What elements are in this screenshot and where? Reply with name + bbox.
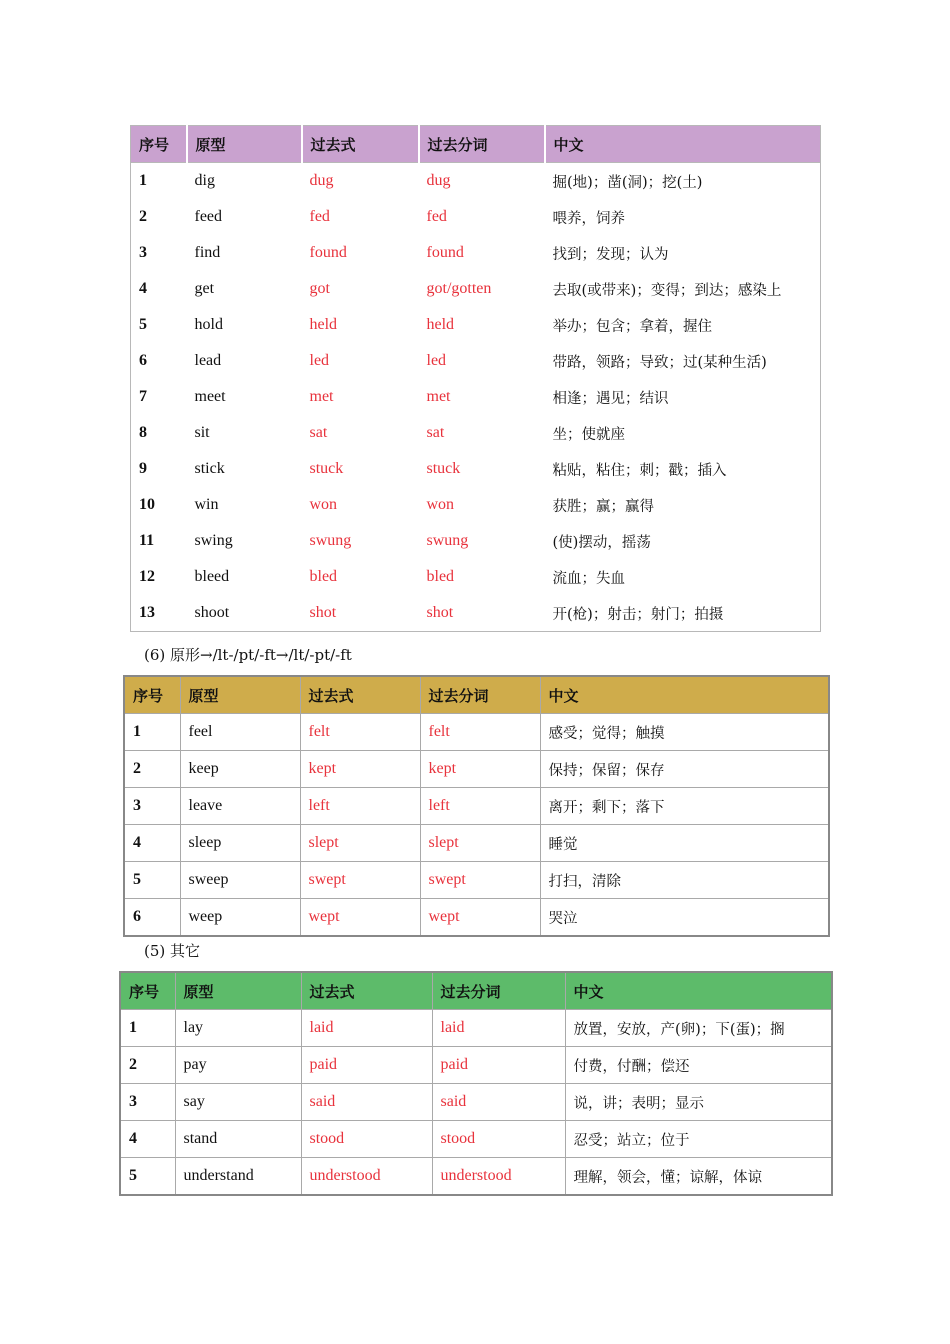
cell-past-participle: paid	[432, 1047, 565, 1084]
cell-index: 7	[139, 388, 147, 405]
cell-base-form: stand	[175, 1121, 301, 1158]
table-header-row	[124, 676, 829, 714]
table-row	[131, 163, 821, 200]
cell-past-tense: wept	[300, 899, 420, 937]
header-participle: 过去分词	[432, 972, 565, 1010]
header-index: 序号	[124, 676, 180, 714]
verb-table-1	[130, 125, 821, 632]
cell-past-participle: fed	[426, 208, 447, 225]
header-chinese: 中文	[565, 972, 832, 1010]
cell-base-form: understand	[175, 1158, 301, 1196]
cell-base-form: swing	[194, 532, 233, 549]
cell-chinese: 带路，领路；导致；过(某种生活)	[552, 354, 767, 371]
cell-chinese: 去取(或带来)；变得；到达；感染上	[552, 282, 782, 299]
cell-index: 12	[139, 568, 155, 585]
table-row	[131, 451, 821, 487]
cell-past-participle: felt	[420, 714, 540, 751]
cell-base-form: win	[194, 496, 219, 513]
table-row	[131, 235, 821, 271]
header-base: 原型	[175, 972, 301, 1010]
cell-chinese: 保持；保留；保存	[540, 751, 829, 788]
table-row	[131, 199, 821, 235]
cell-base-form: weep	[180, 899, 300, 937]
cell-past-tense: understood	[301, 1158, 432, 1196]
cell-chinese: 找到；发现；认为	[552, 246, 669, 263]
cell-past-tense: led	[309, 352, 330, 369]
table-row	[131, 523, 821, 559]
cell-index: 4	[124, 825, 180, 862]
cell-chinese: 开(枪)；射击；射门；拍摄	[552, 606, 724, 623]
cell-index: 3	[139, 244, 147, 261]
verb-table-3	[119, 971, 833, 1196]
cell-past-participle: understood	[432, 1158, 565, 1196]
cell-past-tense: sat	[309, 424, 328, 441]
cell-index: 1	[139, 172, 147, 189]
cell-chinese: 付费，付酬；偿还	[565, 1047, 832, 1084]
cell-past-participle: said	[432, 1084, 565, 1121]
cell-chinese: 举办；包含；拿着，握住	[552, 318, 712, 335]
cell-past-tense: got	[309, 280, 330, 297]
cell-past-participle: found	[426, 244, 464, 261]
table-row	[131, 379, 821, 415]
header-base: 原型	[187, 126, 302, 163]
cell-index: 3	[120, 1084, 175, 1121]
table-row	[131, 595, 821, 632]
cell-past-tense: stuck	[309, 460, 344, 477]
cell-past-tense: won	[309, 496, 338, 513]
cell-index: 5	[120, 1158, 175, 1196]
cell-past-participle: won	[426, 496, 455, 513]
cell-past-tense: held	[309, 316, 338, 333]
table-row	[120, 1047, 832, 1084]
header-index: 序号	[120, 972, 175, 1010]
cell-past-participle: laid	[432, 1010, 565, 1047]
cell-chinese: 睡觉	[540, 825, 829, 862]
table-row	[124, 751, 829, 788]
cell-chinese: 说，讲；表明；显示	[565, 1084, 832, 1121]
table-row	[131, 271, 821, 307]
cell-past-participle: swung	[426, 532, 469, 549]
cell-past-tense: paid	[301, 1047, 432, 1084]
cell-index: 9	[139, 460, 147, 477]
table-row	[120, 1010, 832, 1047]
cell-index: 6	[139, 352, 147, 369]
cell-base-form: shoot	[194, 604, 230, 621]
cell-base-form: meet	[194, 388, 226, 405]
cell-past-tense: laid	[301, 1010, 432, 1047]
header-chinese: 中文	[545, 126, 821, 163]
cell-past-tense: found	[309, 244, 347, 261]
verb-table-2	[123, 675, 830, 937]
header-index: 序号	[131, 126, 187, 163]
cell-chinese: 相逢；遇见；结识	[552, 390, 669, 407]
cell-chinese: 理解，领会，懂；谅解，体谅	[565, 1158, 832, 1196]
cell-past-tense: left	[300, 788, 420, 825]
cell-base-form: keep	[180, 751, 300, 788]
section-caption-6: (6) 原形→/lt-/pt/-ft→/lt/-pt/-ft	[144, 646, 352, 664]
cell-past-participle: held	[426, 316, 455, 333]
cell-past-participle: swept	[420, 862, 540, 899]
cell-base-form: stick	[194, 460, 225, 477]
section-caption-5: (5) 其它	[144, 942, 201, 960]
table-row	[131, 307, 821, 343]
table-row	[131, 559, 821, 595]
cell-base-form: find	[194, 244, 221, 261]
cell-past-participle: stuck	[426, 460, 461, 477]
cell-base-form: lay	[175, 1010, 301, 1047]
cell-index: 1	[120, 1010, 175, 1047]
cell-index: 13	[139, 604, 155, 621]
table-row	[124, 899, 829, 937]
cell-base-form: get	[194, 280, 215, 297]
cell-index: 2	[124, 751, 180, 788]
cell-past-tense: dug	[309, 172, 334, 189]
cell-chinese: 离开；剩下；落下	[540, 788, 829, 825]
cell-chinese: (使)摆动，摇荡	[552, 534, 651, 551]
cell-base-form: bleed	[194, 568, 230, 585]
header-chinese: 中文	[540, 676, 829, 714]
cell-past-participle: met	[426, 388, 451, 405]
cell-chinese: 掘(地)；凿(洞)；挖(土)	[552, 174, 703, 191]
cell-index: 3	[124, 788, 180, 825]
cell-past-participle: sat	[426, 424, 445, 441]
table-row	[124, 862, 829, 899]
cell-index: 5	[139, 316, 147, 333]
cell-base-form: say	[175, 1084, 301, 1121]
cell-base-form: lead	[194, 352, 222, 369]
cell-base-form: sweep	[180, 862, 300, 899]
cell-index: 8	[139, 424, 147, 441]
table-row	[124, 788, 829, 825]
table-row	[120, 1158, 832, 1196]
cell-past-tense: met	[309, 388, 334, 405]
cell-past-tense: bled	[309, 568, 338, 585]
cell-index: 2	[139, 208, 147, 225]
cell-base-form: hold	[194, 316, 223, 333]
table-header-row	[120, 972, 832, 1010]
cell-chinese: 喂养，饲养	[552, 210, 625, 227]
cell-past-participle: bled	[426, 568, 455, 585]
cell-index: 6	[124, 899, 180, 937]
cell-index: 4	[120, 1121, 175, 1158]
cell-chinese: 获胜；赢；赢得	[552, 498, 654, 515]
cell-past-participle: slept	[420, 825, 540, 862]
table-row	[120, 1121, 832, 1158]
cell-base-form: feed	[194, 208, 223, 225]
cell-index: 1	[124, 714, 180, 751]
cell-past-participle: got/gotten	[426, 280, 492, 297]
cell-base-form: dig	[194, 172, 215, 189]
cell-past-participle: wept	[420, 899, 540, 937]
header-participle: 过去分词	[419, 126, 545, 163]
cell-base-form: sleep	[180, 825, 300, 862]
cell-past-tense: stood	[301, 1121, 432, 1158]
cell-past-participle: kept	[420, 751, 540, 788]
cell-index: 11	[139, 532, 155, 549]
cell-index: 4	[139, 280, 147, 297]
cell-past-tense: swept	[300, 862, 420, 899]
cell-chinese: 坐；使就座	[552, 426, 625, 443]
cell-chinese: 忍受；站立；位于	[565, 1121, 832, 1158]
cell-past-participle: dug	[426, 172, 451, 189]
table-row	[124, 825, 829, 862]
table-header-row	[131, 126, 821, 163]
cell-chinese: 哭泣	[540, 899, 829, 937]
cell-base-form: leave	[180, 788, 300, 825]
table-row	[131, 343, 821, 379]
header-past: 过去式	[300, 676, 420, 714]
cell-past-tense: kept	[300, 751, 420, 788]
cell-past-participle: left	[420, 788, 540, 825]
table-row	[120, 1084, 832, 1121]
cell-chinese: 放置，安放，产(卵)；下(蛋)；搁	[565, 1010, 832, 1047]
cell-index: 5	[124, 862, 180, 899]
table-row	[131, 487, 821, 523]
cell-chinese: 流血；失血	[552, 570, 625, 587]
cell-base-form: feel	[180, 714, 300, 751]
header-base: 原型	[180, 676, 300, 714]
table-row	[131, 415, 821, 451]
cell-chinese: 粘贴，粘住；刺；戳；插入	[552, 462, 727, 479]
cell-base-form: sit	[194, 424, 210, 441]
cell-past-tense: said	[301, 1084, 432, 1121]
cell-past-tense: felt	[300, 714, 420, 751]
cell-past-tense: shot	[309, 604, 337, 621]
cell-chinese: 感受；觉得；触摸	[540, 714, 829, 751]
header-past: 过去式	[302, 126, 419, 163]
cell-index: 10	[139, 496, 155, 513]
cell-base-form: pay	[175, 1047, 301, 1084]
cell-past-tense: slept	[300, 825, 420, 862]
header-participle: 过去分词	[420, 676, 540, 714]
header-past: 过去式	[301, 972, 432, 1010]
cell-past-tense: swung	[309, 532, 352, 549]
cell-past-tense: fed	[309, 208, 330, 225]
cell-past-participle: stood	[432, 1121, 565, 1158]
cell-index: 2	[120, 1047, 175, 1084]
table-row	[124, 714, 829, 751]
cell-chinese: 打扫，清除	[540, 862, 829, 899]
cell-past-participle: shot	[426, 604, 454, 621]
cell-past-participle: led	[426, 352, 447, 369]
